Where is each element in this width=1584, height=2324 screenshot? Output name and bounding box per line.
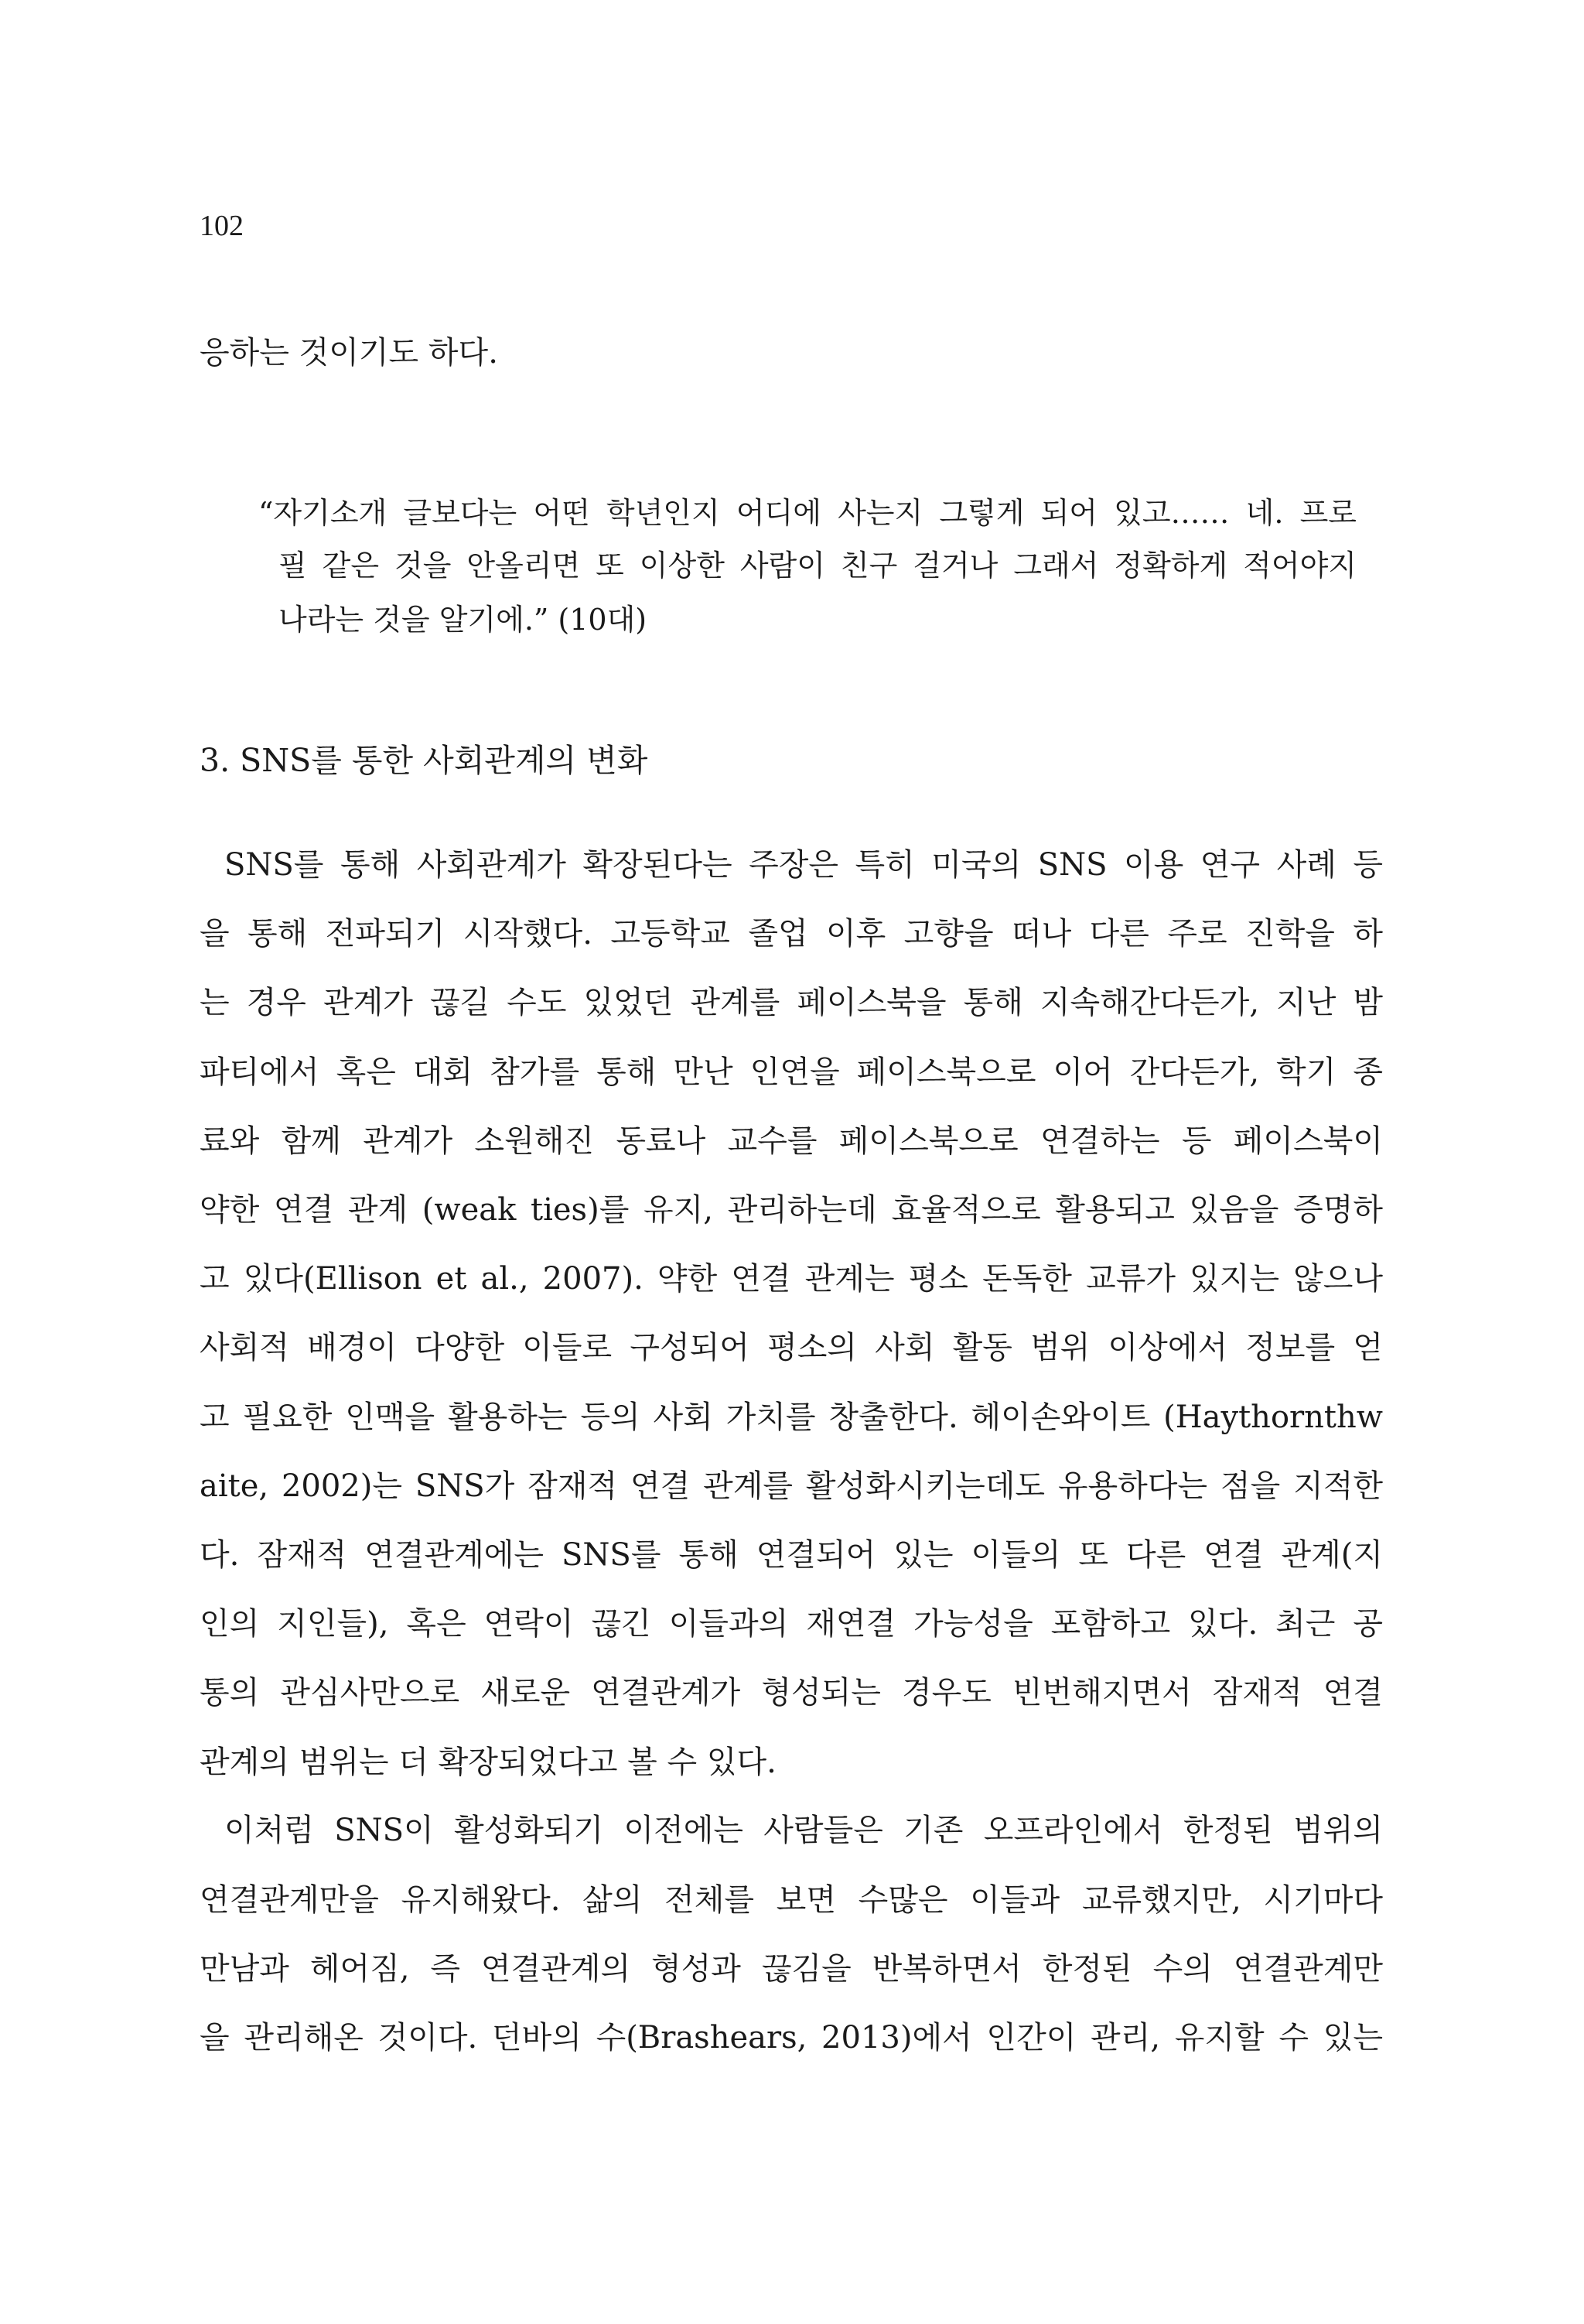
- paragraph-line: 는 경우 관계가 끊길 수도 있었던 관계를 페이스북을 통해 지속해간다든가, 지난 밤: [200, 985, 1383, 1020]
- paragraph-line: 인의 지인들), 혹은 연락이 끊긴 이들과의 재연결 가능성을 포함하고 있다. 최근 공: [200, 1606, 1383, 1642]
- paragraph-line: 관계의 범위는 더 확장되었다고 볼 수 있다.: [200, 1745, 777, 1780]
- lead-line: 응하는 것이기도 하다.: [200, 335, 498, 371]
- paragraph-line: 료와 함께 관계가 소원해진 동료나 교수를 페이스북으로 연결하는 등 페이스북이: [200, 1123, 1383, 1159]
- paragraph-line: aite, 2002)는 SNS가 잠재적 연결 관계를 활성화시키는데도 유용하다는 점을 지적한: [200, 1468, 1383, 1504]
- paragraph-line: 통의 관심사만으로 새로운 연결관계가 형성되는 경우도 빈번해지면서 잠재적 연결: [200, 1675, 1383, 1711]
- paragraph-line: 이처럼 SNS이 활성화되기 이전에는 사람들은 기존 오프라인에서 한정된 범위의: [224, 1813, 1383, 1848]
- paragraph-line: 약한 연결 관계 (weak ties)를 유지, 관리하는데 효율적으로 활용되고 있음을 증명하: [200, 1192, 1383, 1228]
- paragraph-line: 다. 잠재적 연결관계에는 SNS를 통해 연결되어 있는 이들의 또 다른 연결 관계(지: [200, 1537, 1383, 1573]
- paragraph-line: 을 관리해온 것이다. 던바의 수(Brashears, 2013)에서 인간이 관리, 유지할 수 있는: [200, 2020, 1383, 2056]
- paragraph-line: 고 있다(Ellison et al., 2007). 약한 연결 관계는 평소 돈독한 교류가 있지는 않으나: [200, 1261, 1383, 1297]
- quote-line: “자기소개 글보다는 어떤 학년인지 어디에 사는지 그렇게 되어 있고…… 네. 프로: [258, 496, 1357, 530]
- paragraph-line: 을 통해 전파되기 시작했다. 고등학교 졸업 이후 고향을 떠나 다른 주로 진학을 하: [200, 916, 1383, 952]
- section-heading: 3. SNS를 통한 사회관계의 변화: [200, 742, 648, 779]
- page-number: 102: [200, 210, 244, 242]
- paragraph-line: SNS를 통해 사회관계가 확장된다는 주장은 특히 미국의 SNS 이용 연구 사례 등: [224, 847, 1383, 883]
- quote-line: 필 같은 것을 안올리면 또 이상한 사람이 친구 걸거나 그래서 정확하게 적어야지: [278, 549, 1357, 583]
- paragraph-line: 파티에서 혹은 대회 참가를 통해 만난 인연을 페이스북으로 이어 간다든가, 학기 종: [200, 1054, 1383, 1090]
- paragraph-line: 연결관계만을 유지해왔다. 삶의 전체를 보면 수많은 이들과 교류했지만, 시기마다: [200, 1882, 1383, 1918]
- paragraph-line: 사회적 배경이 다양한 이들로 구성되어 평소의 사회 활동 범위 이상에서 정보를 얻: [200, 1330, 1383, 1365]
- paragraph-line: 만남과 헤어짐, 즉 연결관계의 형성과 끊김을 반복하면서 한정된 수의 연결관계만: [200, 1951, 1383, 1987]
- quote-line: 나라는 것을 알기에.” (10대): [278, 603, 647, 637]
- paragraph-line: 고 필요한 인맥을 활용하는 등의 사회 가치를 창출한다. 헤이손와이트 (Haythornthw: [200, 1400, 1383, 1435]
